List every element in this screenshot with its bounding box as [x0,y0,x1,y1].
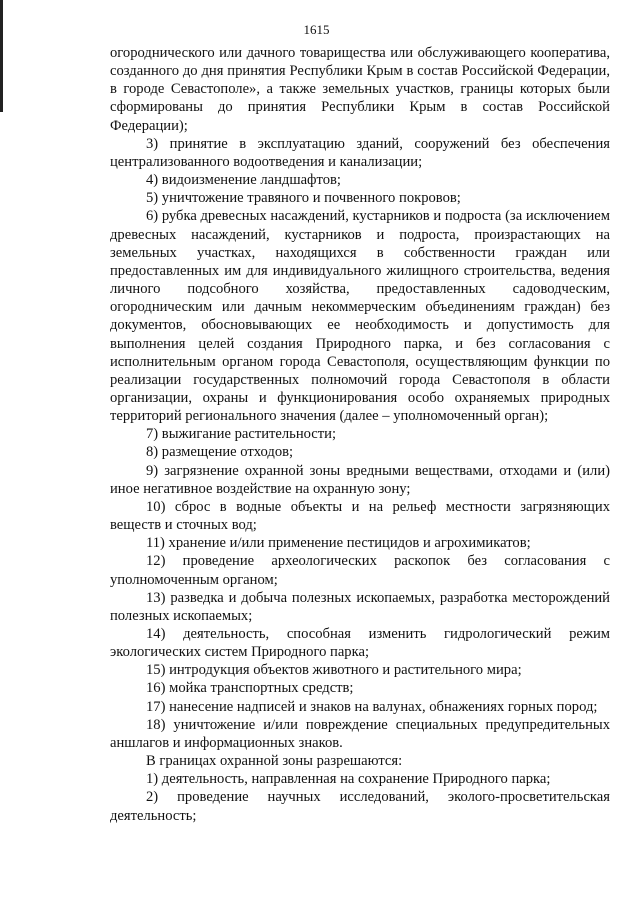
permitted-item-1: 1) деятельность, направленная на сохранение Природного парка; [146,771,551,788]
paragraph-item-17: 17) нанесение надписей и знаков на валунах, обнажениях горных пород; [146,698,598,715]
paragraph-item-11: 11) хранение и/или применение пестицидов и агрохимикатов; [146,535,531,552]
scan-edge-mark [0,0,3,112]
paragraph-item-9: 9) загрязнение охранной зоны вредными веществами, отходами и (или) иное негативное воздействие на охранную зону; [110,462,610,497]
paragraph-item-12: 12) проведение археологических раскопок без согласования с уполномоченным органом; [110,553,610,588]
paragraph-item-14: 14) деятельность, способная изменить гидрологический режим экологических систем Природного парка; [110,626,610,661]
permitted-heading: В границах охранной зоны разрешаются: [146,753,403,770]
paragraph-item-4: 4) видоизменение ландшафтов; [146,172,341,189]
paragraph-item-10: 10) сброс в водные объекты и на рельеф местности загрязняющих веществ и сточных вод; [110,498,610,534]
paragraph-item-6: 6) рубка древесных насаждений, кустарников и подроста (за исключением древесных насаждений, кустарников и подроста, произрастающих на земельных участках, находящихся в собственности граждан или предоставленных им для индивидуального жилищного строительства, ведения личного подсобного хозяйства, предоставленных садоводческим, огородническим или дачным некоммерческим объединениям граждан) без документов, обосновывающих ее необходимость и допустимость для выполнения целей создания Природного парка, и без согласования с исполнительным органом города Севастополя, осуществляющим функции по реализации государственных полномочий города Севастополя в области организации, охраны и функционирования особо охраняемых природных территорий регионального значения (далее – уполномоченный орган); [110,208,610,425]
page-number: 1615 [303,22,330,37]
paragraph-item-15: 15) интродукция объектов животного и растительного мира; [146,662,522,679]
permitted-item-2: 2) проведение научных исследований, эколого-просветительская деятельность; [110,789,610,824]
paragraph-item-18: 18) уничтожение и/или повреждение специальных предупредительных аншлагов и информационных знаков. [110,716,610,751]
paragraph-item-16: 16) мойка транспортных средств; [146,680,354,697]
paragraph-item-3: 3) принятие в эксплуатацию зданий, сооружений без обеспечения централизованного водоотведения и канализации; [110,135,610,170]
document-body [110,44,610,825]
paragraph-item-5: 5) уничтожение травяного и почвенного покровов; [146,190,461,207]
paragraph-item-7: 7) выжигание растительности; [146,426,337,443]
paragraph-item-13: 13) разведка и добыча полезных ископаемых, разработка месторождений полезных ископаемых; [110,589,610,624]
paragraph-item-8: 8) размещение отходов; [146,444,294,461]
paragraph-continuation: огороднического или дачного товарищества или обслуживающего кооператива, созданного до дня принятия Республики Крым в состав Российской Федерации, в городе Севастополе», а также земельных участков, границы которых были сформированы до принятия Республики Крым в состав Российской Федерации); [110,45,610,134]
